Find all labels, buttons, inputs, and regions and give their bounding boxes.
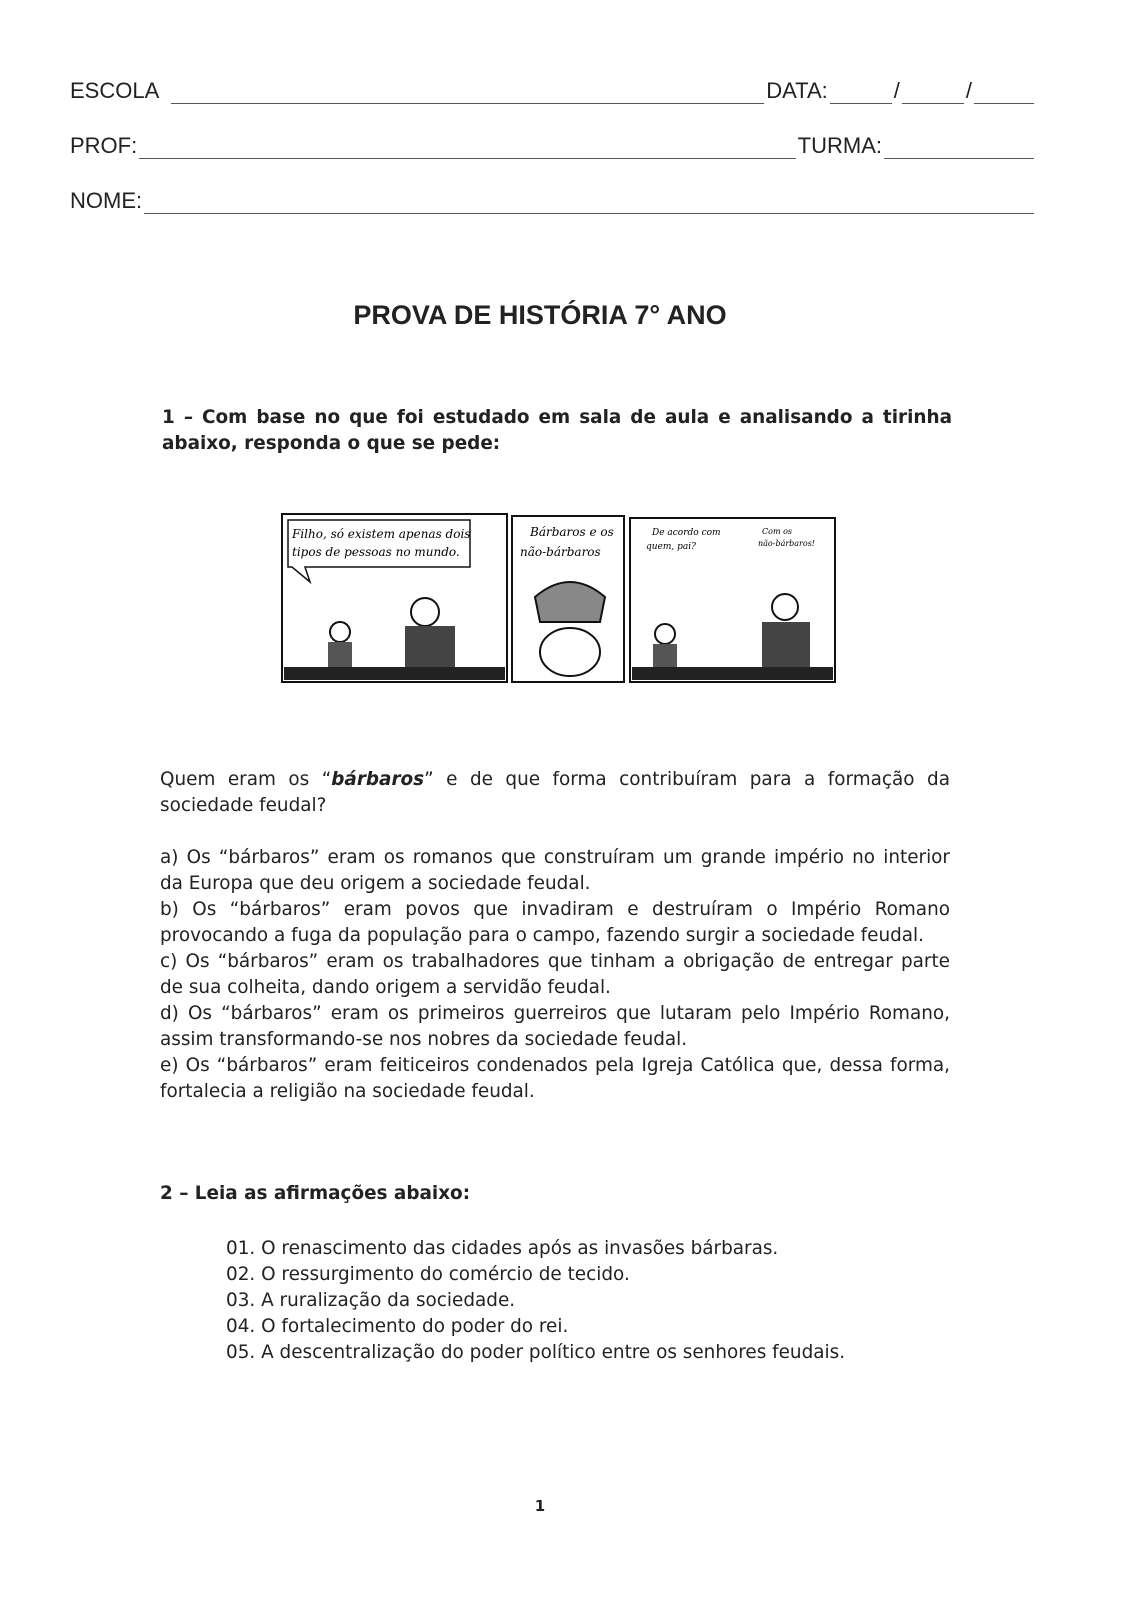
prompt-emphasis: bárbaros xyxy=(331,769,425,790)
date-month-field[interactable] xyxy=(902,85,964,104)
school-field[interactable] xyxy=(171,85,764,104)
name-field[interactable] xyxy=(144,195,1034,214)
comic-text: Bárbaros e os xyxy=(530,525,614,539)
option-a[interactable]: a) Os “bárbaros” eram os romanos que construíram um grande império no interior da Europa que deu origem a sociedade feudal. xyxy=(160,847,950,894)
question-1-heading: 1 – Com base no que foi estudado em sala de aula e analisando a tirinha abaixo, responda o que se pede: xyxy=(162,407,952,454)
statement-item: 03. A ruralização da sociedade. xyxy=(226,1290,516,1311)
comic-text: Filho, só existem apenas dois xyxy=(292,527,471,541)
option-b[interactable]: b) Os “bárbaros” eram povos que invadiram e destruíram o Império Romano provocando a fuga da população para o campo, fazendo surgir a sociedade feudal. xyxy=(160,899,950,946)
name-row xyxy=(70,188,1036,214)
comic-text: De acordo com xyxy=(652,528,721,538)
comic-text: tipos de pessoas no mundo. xyxy=(292,545,460,559)
statement-item: 05. A descentralização do poder político entre os senhores feudais. xyxy=(226,1342,846,1363)
date-label: DATA: xyxy=(766,78,828,103)
page-number: 1 xyxy=(534,1497,546,1515)
option-c[interactable]: c) Os “bárbaros” eram os trabalhadores que tinham a obrigação de entregar parte de sua colheita, dando origem a servidão feudal. xyxy=(160,951,950,998)
comic-panel-1 xyxy=(282,514,507,682)
teacher-row xyxy=(70,133,1036,159)
comic-text: não-bárbaros! xyxy=(758,539,816,548)
statement-item: 01. O renascimento das cidades após as invasões bárbaras. xyxy=(226,1238,779,1259)
question-2-heading: 2 – Leia as afirmações abaixo: xyxy=(160,1183,471,1204)
comic-strip xyxy=(280,512,840,687)
question-1-prompt xyxy=(160,767,950,819)
class-label: TURMA: xyxy=(797,133,882,158)
comic-text: não-bárbaros xyxy=(520,545,601,559)
statement-item: 02. O ressurgimento do comércio de tecido. xyxy=(226,1264,630,1285)
statement-item: 04. O fortalecimento do poder do rei. xyxy=(226,1316,569,1337)
date-year-field[interactable] xyxy=(974,85,1034,104)
teacher-field[interactable] xyxy=(139,140,795,159)
page-title: PROVA DE HISTÓRIA 7° ANO xyxy=(353,300,727,330)
date-separator: / xyxy=(893,78,900,103)
comic-panel-3 xyxy=(630,518,835,682)
question-1-options xyxy=(160,845,950,1105)
comic-text: Com os xyxy=(762,527,792,536)
teacher-label: PROF: xyxy=(70,133,138,158)
date-day-field[interactable] xyxy=(830,85,892,104)
name-label: NOME: xyxy=(70,188,143,213)
option-d[interactable]: d) Os “bárbaros” eram os primeiros guerreiros que lutaram pelo Império Romano, assim transformando-se nos nobres da sociedade feudal. xyxy=(160,1003,950,1050)
question-2-statements xyxy=(226,1236,845,1366)
option-e[interactable]: e) Os “bárbaros” eram feiticeiros condenados pela Igreja Católica que, dessa forma, fortalecia a religião na sociedade feudal. xyxy=(160,1055,950,1102)
date-separator: / xyxy=(965,78,972,103)
class-field[interactable] xyxy=(884,140,1034,159)
comic-text: quem, pai? xyxy=(646,542,696,552)
prompt-text: ” e de que forma contribuíram para a formação da sociedade feudal? xyxy=(160,769,950,816)
school-row xyxy=(70,78,1036,104)
prompt-text: Quem eram os “ xyxy=(160,769,332,790)
comic-panel-2 xyxy=(512,516,624,682)
school-label: ESCOLA xyxy=(70,78,160,103)
